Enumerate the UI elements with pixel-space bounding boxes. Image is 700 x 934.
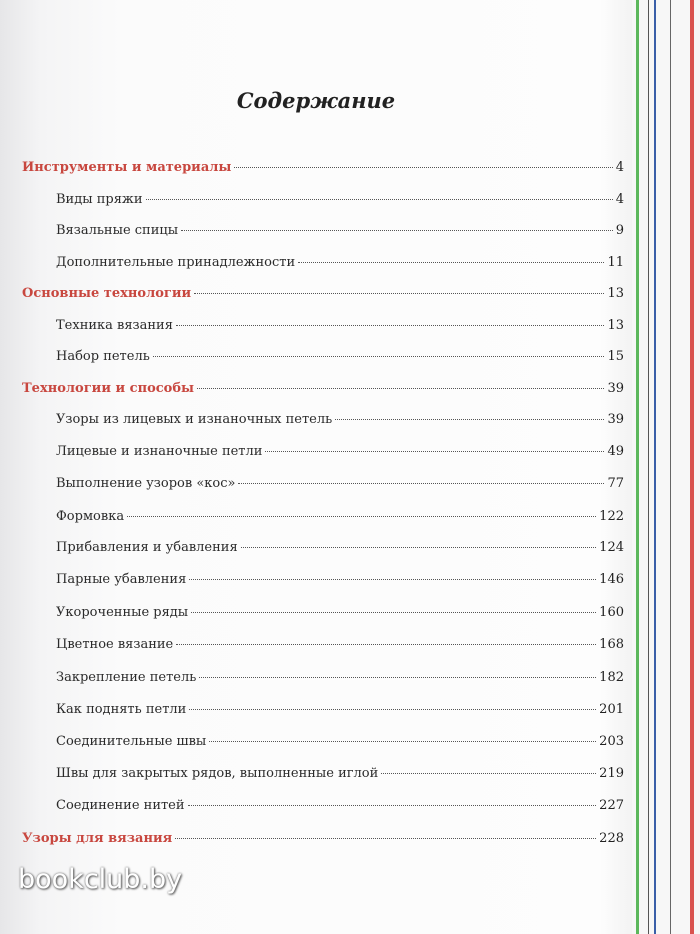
toc-leader-dots (265, 451, 604, 452)
toc-entry-label: Техника вязания (56, 318, 173, 333)
edge-stripe-gray-2 (670, 0, 671, 934)
toc-page-number: 15 (607, 349, 624, 364)
toc-item-entry (56, 255, 624, 275)
toc-item-entry (56, 412, 624, 432)
toc-leader-dots (176, 644, 596, 645)
toc-page-number: 160 (599, 605, 624, 620)
toc-leader-dots (298, 262, 604, 263)
toc-entry-label: Узоры для вязания (22, 831, 173, 846)
toc-leader-dots (199, 677, 596, 678)
toc-page-number: 219 (599, 766, 624, 781)
toc-page-number: 9 (615, 223, 624, 238)
toc-leader-dots (238, 483, 604, 484)
toc-entry-label: Формовка (56, 509, 125, 524)
toc-entry-label: Швы для закрытых рядов, выполненные иглой (56, 766, 379, 781)
toc-leader-dots (146, 199, 613, 200)
toc-page-number: 13 (607, 318, 624, 333)
edge-stripe-blue (654, 0, 656, 934)
toc-item-entry (56, 766, 624, 786)
toc-page-number: 49 (607, 444, 624, 459)
toc-leader-dots (153, 356, 605, 357)
toc-leader-dots (175, 838, 596, 839)
toc-item-entry (56, 702, 624, 722)
toc-leader-dots (234, 167, 612, 168)
toc-entry-label: Набор петель (56, 349, 150, 364)
toc-leader-dots (181, 230, 613, 231)
toc-page-number: 11 (607, 255, 624, 270)
toc-section-entry (22, 831, 624, 851)
toc-page-number: 201 (599, 702, 624, 717)
toc-item-entry (56, 670, 624, 690)
toc-item-entry (56, 223, 624, 243)
toc-section-entry (22, 381, 624, 401)
toc-leader-dots (127, 516, 596, 517)
toc-leader-dots (335, 419, 604, 420)
toc-item-entry (56, 734, 624, 754)
toc-entry-label: Выполнение узоров «кос» (56, 476, 236, 491)
toc-leader-dots (241, 547, 597, 548)
toc-leader-dots (197, 388, 604, 389)
toc-page-number: 39 (607, 412, 624, 427)
watermark-text: bookclub.by (18, 864, 183, 895)
toc-entry-label: Как поднять петли (56, 702, 187, 717)
toc-item-entry (56, 444, 624, 464)
edge-stripe-green (636, 0, 639, 934)
toc-leader-dots (189, 579, 596, 580)
page-title: Содержание (236, 88, 396, 113)
toc-page-number: 13 (607, 286, 624, 301)
toc-entry-label: Инструменты и материалы (22, 160, 232, 175)
toc-entry-label: Цветное вязание (56, 637, 174, 652)
toc-entry-label: Узоры из лицевых и изнаночных петель (56, 412, 333, 427)
edge-stripe-red (690, 0, 694, 934)
toc-page-number: 228 (599, 831, 624, 846)
toc-item-entry (56, 540, 624, 560)
toc-leader-dots (194, 293, 604, 294)
toc-item-entry (56, 798, 624, 818)
toc-item-entry (56, 192, 624, 212)
toc-entry-label: Дополнительные принадлежности (56, 255, 296, 270)
toc-item-entry (56, 509, 624, 529)
toc-leader-dots (188, 805, 597, 806)
toc-section-entry (22, 160, 624, 180)
toc-page-number: 168 (599, 637, 624, 652)
toc-item-entry (56, 637, 624, 657)
toc-page-number: 4 (615, 192, 624, 207)
toc-item-entry (56, 572, 624, 592)
toc-entry-label: Укороченные ряды (56, 605, 189, 620)
toc-page-number: 203 (599, 734, 624, 749)
toc-leader-dots (381, 773, 596, 774)
toc-entry-label: Вязальные спицы (56, 223, 179, 238)
page-edges (632, 0, 700, 934)
toc-entry-label: Виды пряжи (56, 192, 143, 207)
toc-entry-label: Основные технологии (22, 286, 192, 301)
toc-leader-dots (191, 612, 596, 613)
toc-item-entry (56, 318, 624, 338)
toc-leader-dots (209, 741, 596, 742)
toc-entry-label: Технологии и способы (22, 381, 195, 396)
toc-page-number: 122 (599, 509, 624, 524)
toc-item-entry (56, 605, 624, 625)
toc-leader-dots (176, 325, 605, 326)
toc-entry-label: Соединение нитей (56, 798, 185, 813)
toc-leader-dots (189, 709, 596, 710)
toc-page-number: 182 (599, 670, 624, 685)
toc-page-number: 227 (599, 798, 624, 813)
toc-page-number: 146 (599, 572, 624, 587)
toc-page-number: 124 (599, 540, 624, 555)
edge-stripe-gray (648, 0, 649, 934)
toc-entry-label: Соединительные швы (56, 734, 207, 749)
toc-page-number: 4 (615, 160, 624, 175)
toc-entry-label: Парные убавления (56, 572, 187, 587)
toc-section-entry (22, 286, 624, 306)
toc-entry-label: Закрепление петель (56, 670, 197, 685)
toc-item-entry (56, 476, 624, 496)
toc-page-number: 39 (607, 381, 624, 396)
toc-page-number: 77 (607, 476, 624, 491)
toc-entry-label: Лицевые и изнаночные петли (56, 444, 263, 459)
toc-entry-label: Прибавления и убавления (56, 540, 238, 555)
toc-item-entry (56, 349, 624, 369)
